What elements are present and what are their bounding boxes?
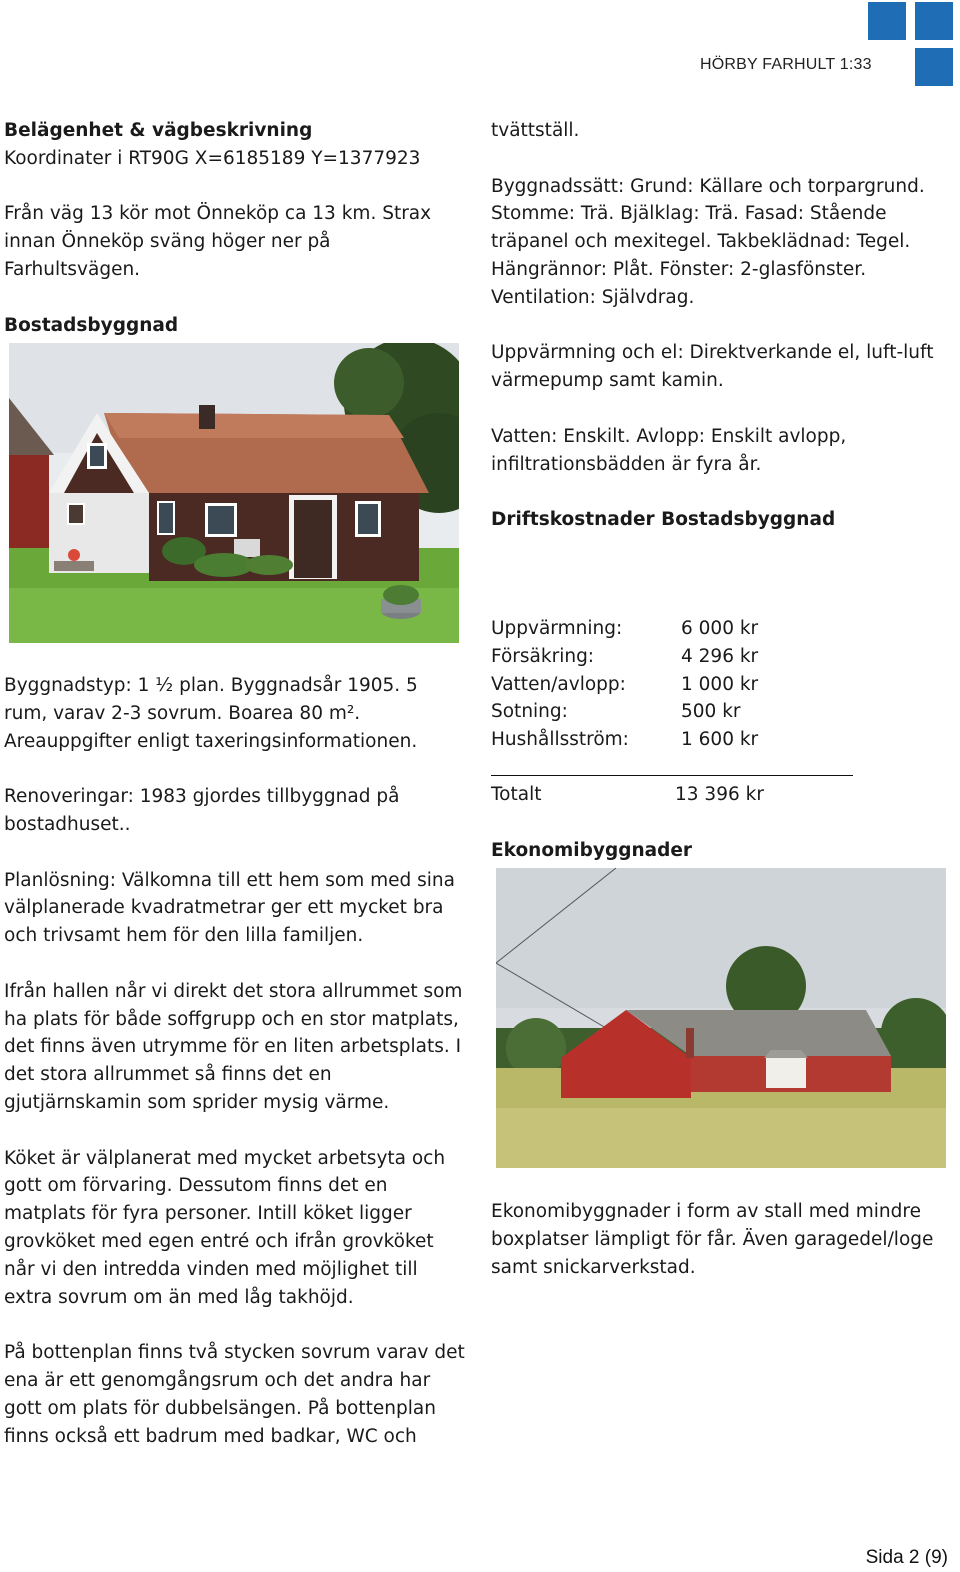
text-line: matplats för fyra personer. Intill köket ligger bbox=[4, 1203, 412, 1225]
text-line: infiltrationsbädden är fyra år. bbox=[491, 453, 762, 475]
outbuildings-heading-wrap bbox=[491, 837, 692, 865]
building-type-text bbox=[4, 672, 474, 755]
text-line: extra sovrum om än med låg takhöjd. bbox=[4, 1286, 354, 1308]
cost-label: Uppvärmning: bbox=[491, 618, 623, 639]
text-line: Ifrån hallen når vi direkt det stora allrummet som bbox=[4, 980, 463, 1002]
total-label: Totalt bbox=[491, 784, 542, 805]
coordinates-text: Koordinater i RT90G X=6185189 Y=1377923 bbox=[4, 147, 421, 169]
total-value: 13 396 kr bbox=[675, 784, 764, 805]
text-line: når vi den intredda vinden med möjlighet till bbox=[4, 1258, 418, 1280]
cost-label: Vatten/avlopp: bbox=[491, 673, 626, 695]
residence-photo bbox=[9, 343, 459, 643]
outbuildings-photo bbox=[496, 868, 946, 1168]
cost-value: 500 kr bbox=[681, 701, 741, 723]
text-line: Vatten: Enskilt. Avlopp: Enskilt avlopp, bbox=[491, 425, 847, 447]
location-heading: Belägenhet & vägbeskrivning bbox=[4, 120, 313, 141]
floor-plan-text bbox=[4, 867, 474, 950]
text-line: Köket är välplanerat med mycket arbetsyta och bbox=[4, 1147, 446, 1169]
heating-text bbox=[491, 339, 951, 395]
text-line: ena är ett genomgångsrum och det andra har bbox=[4, 1369, 431, 1391]
left-column-lower bbox=[4, 672, 474, 1450]
logo-square-1 bbox=[868, 2, 906, 40]
cost-label: Sotning: bbox=[491, 701, 568, 723]
costs-heading: Driftskostnader Bostadsbyggnad bbox=[491, 509, 836, 531]
text-line: finns också ett badrum med badkar, WC och bbox=[4, 1425, 417, 1447]
text-line: Ventilation: Självdrag. bbox=[491, 286, 695, 308]
cost-value: 4 296 kr bbox=[681, 645, 759, 667]
text-line: Renoveringar: 1983 gjordes tillbyggnad på bbox=[4, 786, 400, 808]
text-line: välplanerade kvadratmetrar ger ett mycket bra bbox=[4, 897, 444, 919]
text-line: ha plats för både soffgrupp och en stor matplats, bbox=[4, 1008, 459, 1030]
directions-text bbox=[4, 200, 474, 283]
text-line: Byggnadstyp: 1 ½ plan. Byggnadsår 1905. 5 bbox=[4, 675, 418, 696]
page-header-title: HÖRBY FARHULT 1:33 bbox=[700, 56, 872, 73]
text-line: Farhultsvägen. bbox=[4, 258, 141, 280]
text-line: gott om förvaring. Dessutom finns det en bbox=[4, 1175, 388, 1197]
outbuildings-text bbox=[491, 1198, 951, 1281]
left-column bbox=[4, 117, 474, 339]
page-number: Sida 2 (9) bbox=[865, 1547, 948, 1568]
logo-square-2 bbox=[915, 2, 953, 40]
outbuildings-heading: Ekonomibyggnader bbox=[491, 840, 693, 861]
text-line: träpanel och mexitegel. Takbeklädnad: Tegel. bbox=[491, 231, 911, 253]
continuation-text: tvättställ. bbox=[491, 120, 580, 141]
text-line: grovköket med egen entré och ifrån grovköket bbox=[4, 1230, 434, 1252]
cost-label: Försäkring: bbox=[491, 645, 595, 667]
cost-value: 6 000 kr bbox=[681, 618, 759, 639]
costs-rule bbox=[491, 775, 853, 776]
text-line: boxplatser lämpligt för får. Även garagedel/loge bbox=[491, 1228, 934, 1250]
cost-value: 1 600 kr bbox=[681, 729, 759, 751]
cost-label: Hushållsström: bbox=[491, 729, 629, 751]
kitchen-text bbox=[4, 1145, 474, 1312]
text-line: det stora allrummet så finns det en bbox=[4, 1064, 332, 1086]
right-column bbox=[491, 117, 951, 534]
costs-total-row bbox=[491, 781, 891, 809]
text-line: och trivsamt hem för den lilla familjen. bbox=[4, 925, 364, 947]
renovations-text bbox=[4, 783, 474, 839]
hall-text bbox=[4, 978, 474, 1117]
text-line: innan Önneköp sväng höger ner på bbox=[4, 231, 331, 253]
text-line: gott om plats för dubbelsängen. På bottenplan bbox=[4, 1397, 436, 1419]
text-line: Planlösning: Välkomna till ett hem som med sina bbox=[4, 869, 455, 891]
text-line: Stomme: Trä. Bjälklag: Trä. Fasad: Stående bbox=[491, 203, 887, 225]
text-line: samt snickarverkstad. bbox=[491, 1256, 696, 1278]
text-line: Byggnadssätt: Grund: Källare och torpargrund. bbox=[491, 175, 925, 197]
text-line: Areauppgifter enligt taxeringsinformationen. bbox=[4, 730, 418, 752]
text-line: Hängrännor: Plåt. Fönster: 2-glasfönster. bbox=[491, 258, 867, 280]
residence-heading: Bostadsbyggnad bbox=[4, 314, 179, 336]
logo-square-3 bbox=[915, 48, 953, 86]
text-line: Uppvärmning och el: Direktverkande el, luft-luft bbox=[491, 342, 934, 364]
text-line: rum, varav 2-3 sovrum. Boarea 80 m². bbox=[4, 702, 361, 724]
text-line: Från väg 13 kör mot Önneköp ca 13 km. Strax bbox=[4, 203, 432, 225]
text-line: värmepump samt kamin. bbox=[491, 370, 724, 392]
water-text bbox=[491, 423, 951, 479]
outbuildings-text-wrap bbox=[491, 1198, 951, 1281]
ground-floor-text bbox=[4, 1339, 474, 1450]
text-line: det finns även utrymme för en liten arbetsplats. I bbox=[4, 1036, 462, 1058]
cost-value: 1 000 kr bbox=[681, 673, 759, 695]
construction-text bbox=[491, 173, 951, 312]
text-line: Ekonomibyggnader i form av stall med mindre bbox=[491, 1201, 921, 1222]
text-line: På bottenplan finns två stycken sovrum varav det bbox=[4, 1342, 465, 1364]
text-line: gjutjärnskamin som sprider mysig värme. bbox=[4, 1091, 390, 1113]
text-line: bostadhuset.. bbox=[4, 813, 131, 835]
